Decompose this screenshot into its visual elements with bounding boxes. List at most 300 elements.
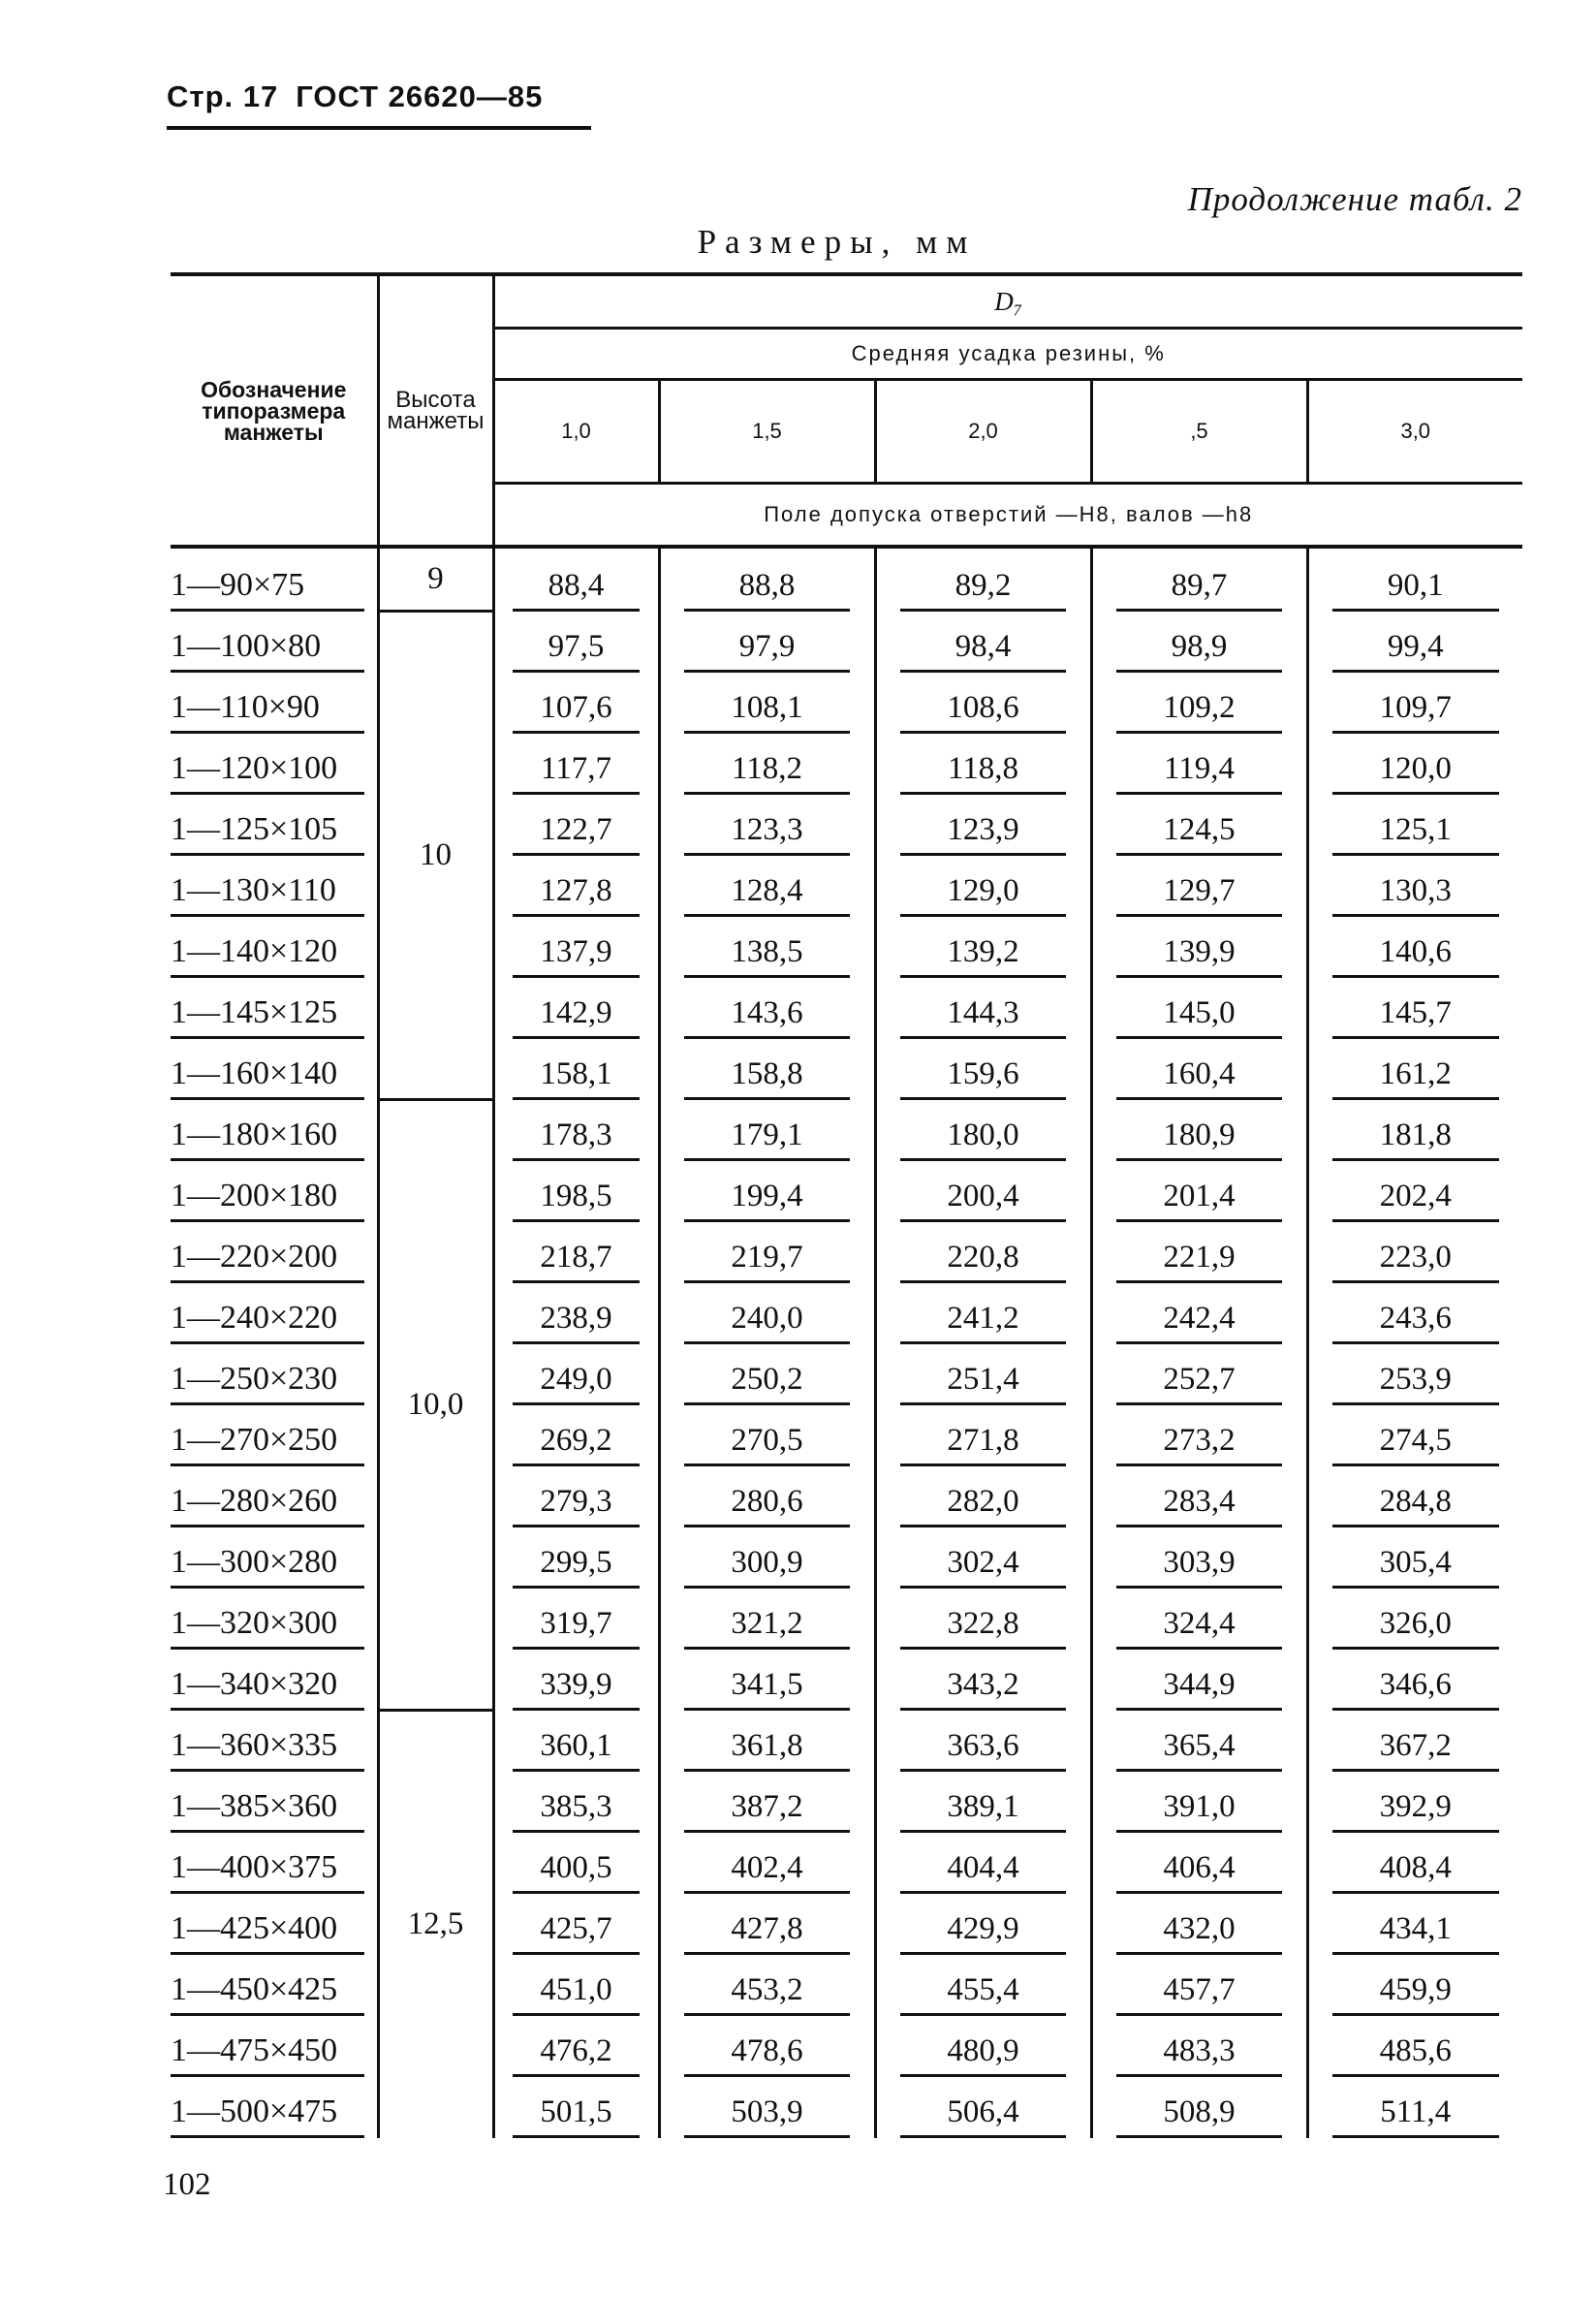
d7-value-cell bbox=[1091, 978, 1307, 1039]
designation-cell bbox=[171, 612, 378, 673]
d7-value-cell bbox=[659, 1283, 875, 1344]
height-header: Высота манжеты bbox=[378, 274, 493, 547]
designation-value: 1—450×425 bbox=[171, 1971, 364, 2016]
d7-value-cell bbox=[493, 1650, 659, 1711]
d7-value: 199,4 bbox=[684, 1179, 851, 1222]
d7-value: 119,4 bbox=[1116, 751, 1283, 795]
d7-value-cell bbox=[1307, 1283, 1522, 1344]
d7-value: 159,6 bbox=[900, 1056, 1067, 1100]
designation-value: 1—90×75 bbox=[171, 567, 364, 612]
d7-value-cell bbox=[659, 1772, 875, 1833]
d7-value: 108,1 bbox=[684, 690, 851, 734]
d7-value-cell bbox=[493, 1955, 659, 2016]
designation-value: 1—475×450 bbox=[171, 2032, 364, 2077]
d7-value: 269,2 bbox=[513, 1423, 640, 1466]
designation-cell bbox=[171, 673, 378, 734]
designation-value: 1—400×375 bbox=[171, 1849, 364, 1894]
designation-value: 1—500×475 bbox=[171, 2093, 364, 2138]
d7-value-cell bbox=[1307, 1466, 1522, 1527]
d7-value: 365,4 bbox=[1116, 1728, 1283, 1772]
table-row bbox=[171, 1222, 1522, 1283]
d7-value: 178,3 bbox=[513, 1118, 640, 1161]
designation-cell bbox=[171, 1222, 378, 1283]
table-row bbox=[171, 1711, 1522, 1772]
shrinkage-value-header: 1,5 bbox=[659, 380, 875, 484]
d7-value: 90,1 bbox=[1332, 568, 1499, 612]
d7-value-cell bbox=[493, 612, 659, 673]
d7-value: 243,6 bbox=[1332, 1301, 1499, 1344]
designation-cell bbox=[171, 734, 378, 795]
d7-value-cell bbox=[1307, 547, 1522, 612]
d7-value: 145,7 bbox=[1332, 995, 1499, 1039]
d7-value-cell bbox=[1307, 1527, 1522, 1589]
d7-value-cell bbox=[1091, 612, 1307, 673]
d7-value-cell bbox=[493, 856, 659, 917]
d7-value-cell bbox=[875, 1161, 1091, 1222]
d7-header: D₇ bbox=[493, 274, 1522, 329]
d7-value: 125,1 bbox=[1332, 812, 1499, 856]
height-cell: 12,5 bbox=[378, 1711, 493, 2138]
d7-value: 108,6 bbox=[900, 690, 1067, 734]
d7-value: 179,1 bbox=[684, 1118, 851, 1161]
d7-value: 202,4 bbox=[1332, 1179, 1499, 1222]
d7-value: 98,4 bbox=[900, 629, 1067, 673]
designation-cell bbox=[171, 917, 378, 978]
d7-value: 218,7 bbox=[513, 1240, 640, 1283]
d7-value: 283,4 bbox=[1116, 1484, 1283, 1527]
d7-value: 223,0 bbox=[1332, 1240, 1499, 1283]
d7-value: 139,9 bbox=[1116, 934, 1283, 978]
d7-value-cell bbox=[1091, 1283, 1307, 1344]
d7-value: 480,9 bbox=[900, 2033, 1067, 2077]
d7-value: 284,8 bbox=[1332, 1484, 1499, 1527]
d7-value-cell bbox=[659, 1222, 875, 1283]
designation-header: Обозначение типоразмера манжеты bbox=[171, 274, 378, 547]
table-row bbox=[171, 1161, 1522, 1222]
d7-value-cell bbox=[1307, 1772, 1522, 1833]
d7-value-cell bbox=[875, 1833, 1091, 1894]
d7-value: 391,0 bbox=[1116, 1789, 1283, 1833]
d7-value: 451,0 bbox=[513, 1972, 640, 2016]
d7-value-cell bbox=[659, 1100, 875, 1161]
d7-value: 341,5 bbox=[684, 1667, 851, 1711]
d7-value: 249,0 bbox=[513, 1362, 640, 1405]
d7-value-cell bbox=[875, 547, 1091, 612]
d7-value-cell bbox=[659, 1405, 875, 1466]
page-label: Стр. 17 bbox=[167, 79, 279, 113]
designation-value: 1—100×80 bbox=[171, 628, 364, 673]
designation-value: 1—140×120 bbox=[171, 933, 364, 978]
designation-cell bbox=[171, 1527, 378, 1589]
d7-value-cell bbox=[1091, 1650, 1307, 1711]
page-header bbox=[167, 79, 591, 130]
d7-value-cell bbox=[493, 1589, 659, 1650]
table-row bbox=[171, 1527, 1522, 1589]
d7-value: 343,2 bbox=[900, 1667, 1067, 1711]
d7-value: 302,4 bbox=[900, 1545, 1067, 1589]
d7-value: 181,8 bbox=[1332, 1118, 1499, 1161]
d7-value: 273,2 bbox=[1116, 1423, 1283, 1466]
d7-value-cell bbox=[875, 1222, 1091, 1283]
shrinkage-header: Средняя усадка резины, % bbox=[493, 329, 1522, 380]
table-row bbox=[171, 547, 1522, 612]
d7-value: 88,8 bbox=[684, 568, 851, 612]
designation-value: 1—130×110 bbox=[171, 872, 364, 917]
d7-value: 161,2 bbox=[1332, 1056, 1499, 1100]
table-continuation-label: Продолжение табл. 2 bbox=[1187, 180, 1522, 218]
d7-value: 158,8 bbox=[684, 1056, 851, 1100]
d7-value-cell bbox=[493, 1344, 659, 1405]
table-row bbox=[171, 1955, 1522, 2016]
d7-value-cell bbox=[875, 856, 1091, 917]
d7-value: 434,1 bbox=[1332, 1911, 1499, 1955]
d7-value-cell bbox=[493, 1161, 659, 1222]
d7-value-cell bbox=[1307, 734, 1522, 795]
d7-value-cell bbox=[1307, 1711, 1522, 1772]
d7-value: 406,4 bbox=[1116, 1850, 1283, 1894]
designation-value: 1—125×105 bbox=[171, 811, 364, 856]
designation-cell bbox=[171, 795, 378, 856]
d7-value-cell bbox=[875, 795, 1091, 856]
d7-value-cell bbox=[875, 978, 1091, 1039]
d7-value-cell bbox=[659, 734, 875, 795]
d7-value: 367,2 bbox=[1332, 1728, 1499, 1772]
designation-cell bbox=[171, 1589, 378, 1650]
d7-value: 142,9 bbox=[513, 995, 640, 1039]
d7-value-cell bbox=[1307, 612, 1522, 673]
table-body bbox=[171, 547, 1522, 2138]
designation-cell bbox=[171, 1894, 378, 1955]
d7-value-cell bbox=[875, 917, 1091, 978]
table-row bbox=[171, 673, 1522, 734]
designation-value: 1—425×400 bbox=[171, 1910, 364, 1955]
d7-value-cell bbox=[1307, 2016, 1522, 2077]
d7-value: 253,9 bbox=[1332, 1362, 1499, 1405]
height-cell: 9 bbox=[378, 547, 493, 612]
d7-value-cell bbox=[1091, 917, 1307, 978]
d7-value-cell bbox=[875, 1650, 1091, 1711]
d7-value-cell bbox=[1307, 673, 1522, 734]
d7-value-cell bbox=[1091, 1833, 1307, 1894]
table-row bbox=[171, 1894, 1522, 1955]
d7-value: 251,4 bbox=[900, 1362, 1067, 1405]
d7-value: 453,2 bbox=[684, 1972, 851, 2016]
table-row bbox=[171, 1833, 1522, 1894]
d7-value: 485,6 bbox=[1332, 2033, 1499, 2077]
d7-value: 242,4 bbox=[1116, 1301, 1283, 1344]
d7-value: 363,6 bbox=[900, 1728, 1067, 1772]
d7-value: 88,4 bbox=[513, 568, 640, 612]
d7-value-cell bbox=[493, 795, 659, 856]
d7-value: 140,6 bbox=[1332, 934, 1499, 978]
d7-value: 503,9 bbox=[684, 2094, 851, 2138]
d7-value: 200,4 bbox=[900, 1179, 1067, 1222]
d7-value: 219,7 bbox=[684, 1240, 851, 1283]
d7-value: 241,2 bbox=[900, 1301, 1067, 1344]
d7-value: 123,3 bbox=[684, 812, 851, 856]
d7-value: 137,9 bbox=[513, 934, 640, 978]
d7-value-cell bbox=[493, 2016, 659, 2077]
d7-value: 250,2 bbox=[684, 1362, 851, 1405]
d7-value-cell bbox=[1307, 1161, 1522, 1222]
d7-value-cell bbox=[493, 1894, 659, 1955]
shrinkage-value-header: ,5 bbox=[1091, 380, 1307, 484]
d7-value-cell bbox=[1307, 795, 1522, 856]
tolerance-header: Поле допуска отверстий —H8, валов —h8 bbox=[493, 484, 1522, 548]
designation-value: 1—220×200 bbox=[171, 1239, 364, 1283]
d7-value: 109,7 bbox=[1332, 690, 1499, 734]
d7-value-cell bbox=[659, 1955, 875, 2016]
table-row bbox=[171, 1100, 1522, 1161]
d7-value: 198,5 bbox=[513, 1179, 640, 1222]
d7-value: 270,5 bbox=[684, 1423, 851, 1466]
table-row bbox=[171, 1039, 1522, 1100]
d7-value-cell bbox=[1091, 547, 1307, 612]
d7-value-cell bbox=[1307, 2077, 1522, 2138]
d7-value: 107,6 bbox=[513, 690, 640, 734]
designation-value: 1—120×100 bbox=[171, 750, 364, 795]
d7-value-cell bbox=[1307, 1344, 1522, 1405]
designation-cell bbox=[171, 1405, 378, 1466]
d7-value-cell bbox=[659, 795, 875, 856]
d7-value-cell bbox=[1307, 1955, 1522, 2016]
d7-value-cell bbox=[1307, 1222, 1522, 1283]
designation-value: 1—110×90 bbox=[171, 689, 364, 734]
d7-value: 387,2 bbox=[684, 1789, 851, 1833]
d7-value-cell bbox=[659, 1894, 875, 1955]
table-row bbox=[171, 1405, 1522, 1466]
d7-value: 180,9 bbox=[1116, 1118, 1283, 1161]
d7-value: 123,9 bbox=[900, 812, 1067, 856]
d7-value: 160,4 bbox=[1116, 1056, 1283, 1100]
d7-value: 326,0 bbox=[1332, 1606, 1499, 1650]
designation-value: 1—320×300 bbox=[171, 1605, 364, 1650]
designation-cell bbox=[171, 2077, 378, 2138]
table-row bbox=[171, 856, 1522, 917]
d7-value-cell bbox=[875, 1100, 1091, 1161]
d7-value-cell bbox=[493, 1833, 659, 1894]
designation-value: 1—360×335 bbox=[171, 1727, 364, 1772]
d7-value-cell bbox=[875, 673, 1091, 734]
designation-cell bbox=[171, 1772, 378, 1833]
d7-value-cell bbox=[659, 1833, 875, 1894]
table-row bbox=[171, 2016, 1522, 2077]
d7-value: 511,4 bbox=[1332, 2094, 1499, 2138]
d7-value: 299,5 bbox=[513, 1545, 640, 1589]
designation-cell bbox=[171, 978, 378, 1039]
d7-value-cell bbox=[1091, 856, 1307, 917]
designation-cell bbox=[171, 1283, 378, 1344]
d7-value-cell bbox=[875, 1039, 1091, 1100]
d7-value-cell bbox=[1091, 1161, 1307, 1222]
d7-value-cell bbox=[875, 1283, 1091, 1344]
d7-value: 122,7 bbox=[513, 812, 640, 856]
table-row bbox=[171, 1772, 1522, 1833]
d7-value-cell bbox=[1307, 1650, 1522, 1711]
d7-value-cell bbox=[1091, 1039, 1307, 1100]
d7-value-cell bbox=[875, 1894, 1091, 1955]
d7-value: 429,9 bbox=[900, 1911, 1067, 1955]
d7-value-cell bbox=[1091, 795, 1307, 856]
d7-value: 508,9 bbox=[1116, 2094, 1283, 2138]
d7-value: 392,9 bbox=[1332, 1789, 1499, 1833]
d7-value-cell bbox=[1307, 917, 1522, 978]
dimensions-table bbox=[171, 272, 1522, 2138]
d7-value: 99,4 bbox=[1332, 629, 1499, 673]
designation-value: 1—270×250 bbox=[171, 1422, 364, 1466]
d7-value: 432,0 bbox=[1116, 1911, 1283, 1955]
d7-value: 389,1 bbox=[900, 1789, 1067, 1833]
d7-value-cell bbox=[1307, 978, 1522, 1039]
d7-value: 344,9 bbox=[1116, 1667, 1283, 1711]
d7-value: 97,9 bbox=[684, 629, 851, 673]
designation-cell bbox=[171, 856, 378, 917]
table-row bbox=[171, 1283, 1522, 1344]
d7-value-cell bbox=[1091, 1589, 1307, 1650]
d7-value-cell bbox=[659, 856, 875, 917]
d7-value: 118,2 bbox=[684, 751, 851, 795]
d7-value-cell bbox=[659, 612, 875, 673]
d7-value: 129,7 bbox=[1116, 873, 1283, 917]
d7-value: 127,8 bbox=[513, 873, 640, 917]
d7-value-cell bbox=[659, 673, 875, 734]
d7-value-cell bbox=[493, 2077, 659, 2138]
d7-value: 455,4 bbox=[900, 1972, 1067, 2016]
d7-value: 427,8 bbox=[684, 1911, 851, 1955]
designation-cell bbox=[171, 1344, 378, 1405]
designation-cell bbox=[171, 1833, 378, 1894]
d7-value-cell bbox=[875, 734, 1091, 795]
d7-value-cell bbox=[1091, 734, 1307, 795]
d7-value-cell bbox=[1091, 1100, 1307, 1161]
designation-value: 1—160×140 bbox=[171, 1055, 364, 1100]
d7-value-cell bbox=[1091, 1222, 1307, 1283]
d7-value: 322,8 bbox=[900, 1606, 1067, 1650]
d7-value-cell bbox=[659, 1711, 875, 1772]
d7-value-cell bbox=[1091, 2077, 1307, 2138]
table-row bbox=[171, 1466, 1522, 1527]
designation-value: 1—300×280 bbox=[171, 1544, 364, 1589]
d7-value-cell bbox=[493, 1405, 659, 1466]
d7-value: 238,9 bbox=[513, 1301, 640, 1344]
d7-value: 89,2 bbox=[900, 568, 1067, 612]
d7-value-cell bbox=[875, 1344, 1091, 1405]
designation-value: 1—240×220 bbox=[171, 1300, 364, 1344]
table-row bbox=[171, 734, 1522, 795]
d7-value: 321,2 bbox=[684, 1606, 851, 1650]
d7-value-cell bbox=[875, 1466, 1091, 1527]
d7-value: 144,3 bbox=[900, 995, 1067, 1039]
d7-value: 120,0 bbox=[1332, 751, 1499, 795]
d7-value: 459,9 bbox=[1332, 1972, 1499, 2016]
d7-value-cell bbox=[659, 2016, 875, 2077]
d7-value: 279,3 bbox=[513, 1484, 640, 1527]
d7-value-cell bbox=[875, 1772, 1091, 1833]
d7-value-cell bbox=[659, 1589, 875, 1650]
d7-value: 124,5 bbox=[1116, 812, 1283, 856]
table-row bbox=[171, 1589, 1522, 1650]
d7-value-cell bbox=[493, 1222, 659, 1283]
table-title: Размеры, мм bbox=[697, 223, 977, 261]
designation-cell bbox=[171, 547, 378, 612]
designation-value: 1—250×230 bbox=[171, 1361, 364, 1405]
d7-value-cell bbox=[1307, 1100, 1522, 1161]
shrinkage-value-header: 2,0 bbox=[875, 380, 1091, 484]
shrinkage-value-header: 1,0 bbox=[493, 380, 659, 484]
d7-value-cell bbox=[493, 1711, 659, 1772]
height-cell: 10 bbox=[378, 612, 493, 1100]
standard-number: ГОСТ 26620—85 bbox=[296, 79, 544, 113]
d7-value: 361,8 bbox=[684, 1728, 851, 1772]
d7-value: 339,9 bbox=[513, 1667, 640, 1711]
designation-cell bbox=[171, 1650, 378, 1711]
d7-value: 98,9 bbox=[1116, 629, 1283, 673]
d7-value-cell bbox=[875, 1711, 1091, 1772]
d7-value-cell bbox=[875, 1955, 1091, 2016]
table-row bbox=[171, 978, 1522, 1039]
d7-value-cell bbox=[659, 1161, 875, 1222]
d7-value: 271,8 bbox=[900, 1423, 1067, 1466]
d7-value-cell bbox=[1091, 1405, 1307, 1466]
d7-value: 201,4 bbox=[1116, 1179, 1283, 1222]
d7-value: 360,1 bbox=[513, 1728, 640, 1772]
d7-value-cell bbox=[1307, 1894, 1522, 1955]
d7-value: 425,7 bbox=[513, 1911, 640, 1955]
table-row bbox=[171, 917, 1522, 978]
table-row bbox=[171, 612, 1522, 673]
d7-value-cell bbox=[1091, 1466, 1307, 1527]
designation-value: 1—200×180 bbox=[171, 1178, 364, 1222]
d7-value-cell bbox=[1091, 1527, 1307, 1589]
page-number: 102 bbox=[163, 2167, 211, 2202]
table-row bbox=[171, 795, 1522, 856]
d7-value: 139,2 bbox=[900, 934, 1067, 978]
designation-cell bbox=[171, 1161, 378, 1222]
table-row bbox=[171, 2077, 1522, 2138]
d7-value-cell bbox=[1091, 1711, 1307, 1772]
designation-cell bbox=[171, 2016, 378, 2077]
d7-value-cell bbox=[1307, 1405, 1522, 1466]
designation-cell bbox=[171, 1955, 378, 2016]
d7-value: 483,3 bbox=[1116, 2033, 1283, 2077]
d7-value: 506,4 bbox=[900, 2094, 1067, 2138]
d7-value-cell bbox=[493, 917, 659, 978]
designation-value: 1—385×360 bbox=[171, 1788, 364, 1833]
d7-value-cell bbox=[659, 1466, 875, 1527]
d7-value: 478,6 bbox=[684, 2033, 851, 2077]
table-row bbox=[171, 1650, 1522, 1711]
d7-value: 324,4 bbox=[1116, 1606, 1283, 1650]
d7-value-cell bbox=[493, 1039, 659, 1100]
d7-value: 346,6 bbox=[1332, 1667, 1499, 1711]
d7-value: 300,9 bbox=[684, 1545, 851, 1589]
d7-value: 408,4 bbox=[1332, 1850, 1499, 1894]
designation-cell bbox=[171, 1100, 378, 1161]
d7-value-cell bbox=[493, 547, 659, 612]
d7-value-cell bbox=[493, 1283, 659, 1344]
d7-value: 385,3 bbox=[513, 1789, 640, 1833]
d7-value: 130,3 bbox=[1332, 873, 1499, 917]
d7-value: 457,7 bbox=[1116, 1972, 1283, 2016]
d7-value: 404,4 bbox=[900, 1850, 1067, 1894]
d7-value-cell bbox=[659, 1344, 875, 1405]
d7-value: 319,7 bbox=[513, 1606, 640, 1650]
d7-value-cell bbox=[1307, 1833, 1522, 1894]
d7-value: 274,5 bbox=[1332, 1423, 1499, 1466]
d7-value: 400,5 bbox=[513, 1850, 640, 1894]
d7-value-cell bbox=[1307, 1039, 1522, 1100]
d7-value-cell bbox=[493, 978, 659, 1039]
